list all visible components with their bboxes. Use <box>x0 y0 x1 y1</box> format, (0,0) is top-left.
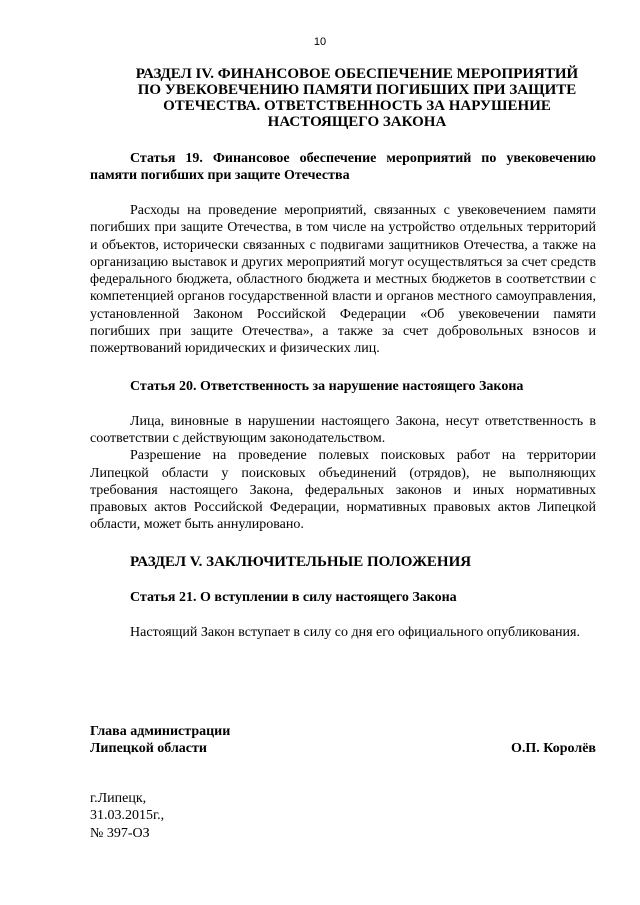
article-21-title: Статья 21. О вступлении в силу настоящего Закона <box>130 589 457 605</box>
page-number: 10 <box>313 36 327 48</box>
signature-block <box>90 723 596 757</box>
article-19-title: Статья 19. Финансовое обеспечение мероприятий по увековечению памяти погибших при защите Отечества <box>90 151 596 183</box>
section-iv-title <box>90 66 596 130</box>
article-19-paragraph-1: Расходы на проведение мероприятий, связанных с увековечением памяти погибших при защите Отечества, в том числе на устройство отдельных территорий и объектов, исторически связанных с подвигами защитников Отечества, а также на организацию выставок и других мероприятий могут осуществляться за счет средств федерального бюджета, областного бюджета и местных бюджетов в соответствии с компетенцией органов государственной власти и органов местного самоуправления, установленной Законом Российской Федерации «Об увековечении памяти погибших при защите Отечества», а также за счет добровольных взносов и пожертвований юридических и физических лиц. <box>90 203 596 357</box>
signatory-name: О.П. Королёв <box>511 741 596 756</box>
signatory-position-line-2: Липецкой области <box>90 741 207 756</box>
article-20-paragraph-1: Лица, виновные в нарушении настоящего Закона, несут ответственность в соответствии с действующим законодательством. <box>90 413 596 446</box>
section-iv-title-line-3: ОТЕЧЕСТВА. ОТВЕТСТВЕННОСТЬ ЗА НАРУШЕНИЕ <box>163 98 551 114</box>
footer-place: г.Липецк, <box>90 791 147 806</box>
section-v-title: РАЗДЕЛ V. ЗАКЛЮЧИТЕЛЬНЫЕ ПОЛОЖЕНИЯ <box>130 553 472 570</box>
article-20-paragraph-2: Разрешение на проведение полевых поисковых работ на территории Липецкой области у поисковых объединений (отрядов), не выполняющих требования настоящего Закона, федеральных законов и иных нормативных правовых актов Российской Федерации, нормативных правовых актов Липецкой области, может быть аннулировано. <box>90 448 596 533</box>
footer-date: 31.03.2015г., <box>90 808 165 824</box>
article-20-title: Статья 20. Ответственность за нарушение настоящего Закона <box>130 378 524 394</box>
signatory-position-line-1: Глава администрации <box>90 724 231 739</box>
document-footer <box>90 790 164 842</box>
section-iv-title-line-2: ПО УВЕКОВЕЧЕНИЮ ПАМЯТИ ПОГИБШИХ ПРИ ЗАЩИТЕ <box>137 82 577 98</box>
section-iv-title-line-4: НАСТОЯЩЕГО ЗАКОНА <box>267 114 447 130</box>
document-body <box>90 66 596 641</box>
footer-number: № 397-ОЗ <box>90 825 150 841</box>
article-21-paragraph-1: Настоящий Закон вступает в силу со дня его официального опубликования. <box>130 624 580 640</box>
signature-row <box>90 740 596 757</box>
section-iv-title-line-1: РАЗДЕЛ IV. ФИНАНСОВОЕ ОБЕСПЕЧЕНИЕ МЕРОПРИЯТИЙ <box>135 66 579 82</box>
